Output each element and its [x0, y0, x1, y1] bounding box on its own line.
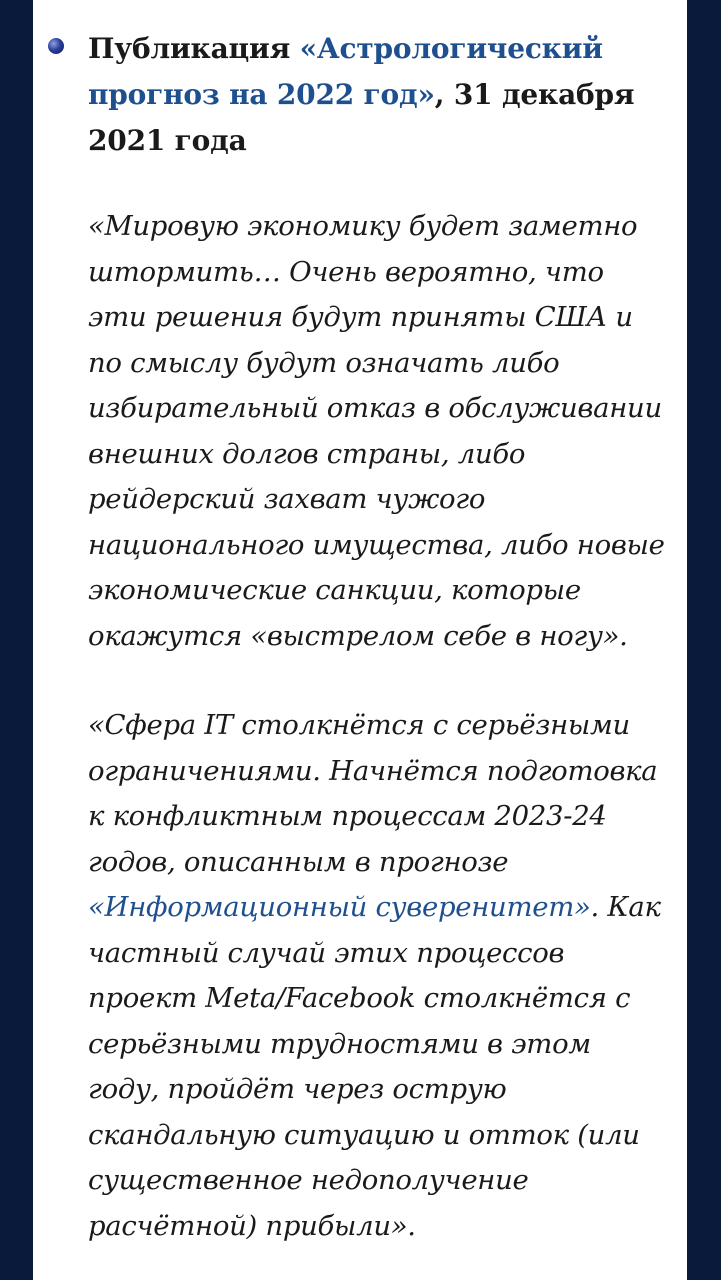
- publication-prefix: Публикация: [88, 32, 300, 65]
- quote-it: [88, 703, 669, 1249]
- bullet-icon: [48, 38, 64, 54]
- quote-it-text-before: «Сфера IT столкнётся с серьёзными ограничениями. Начнётся подготовка к конфликтным процессам 2023-24 годов, описанным в прогнозе: [88, 709, 658, 878]
- article-page: [33, 0, 687, 1280]
- publication-link[interactable]: «Астрологический прогноз на 2022 год»: [88, 32, 603, 111]
- quote-it-text-after: . Как частный случай этих процессов проект Meta/Facebook столкнётся с серьёзными трудностями в этом году, пройдёт через острую скандальную ситуацию и отток (или существенное недополучение расчётной) прибыли».: [88, 891, 661, 1242]
- publication-date: , 31 декабря 2021 года: [88, 78, 635, 157]
- information-sovereignty-link[interactable]: «Информационный суверенитет»: [88, 891, 591, 923]
- publication-line: [48, 26, 669, 164]
- quote-economy: «Мировую экономику будет заметно штормить… Очень вероятно, что эти решения будут приняты США и по смыслу будут означать либо избирательный отказ в обслуживании внешних долгов страны, либо рейдерский захват чужого национального имущества, либо новые экономические санкции, которые окажутся «выстрелом себе в ногу».: [88, 210, 665, 652]
